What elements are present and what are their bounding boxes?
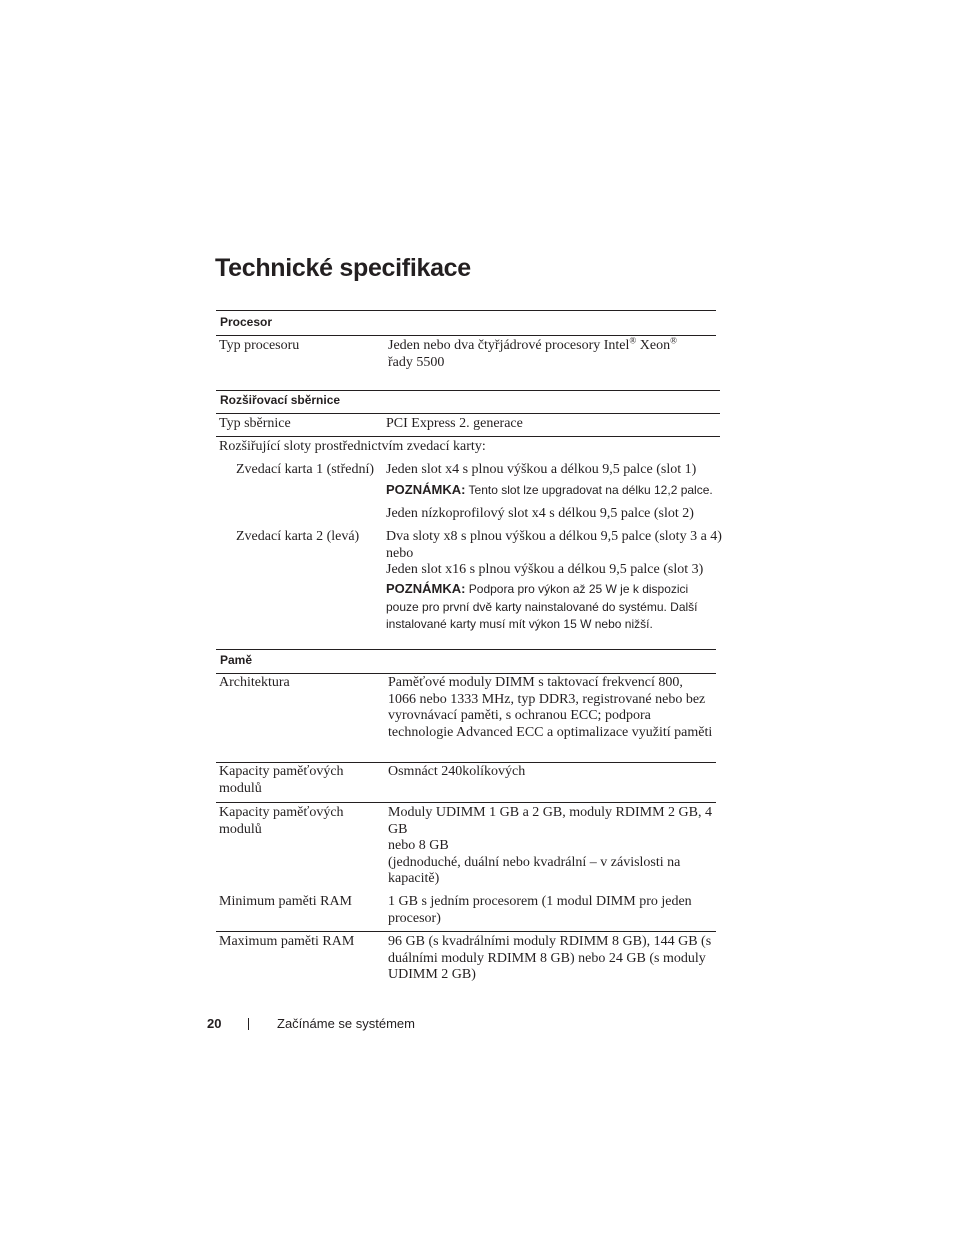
table-rule — [216, 413, 720, 414]
table-rule — [216, 649, 716, 650]
riser2-line3: Jeden slot x16 s plnou výškou a délkou 9,5 palce (slot 3) — [386, 562, 704, 577]
riser2-line2: nebo — [386, 545, 414, 561]
riser2-note — [386, 580, 720, 634]
registered-mark: ® — [670, 335, 677, 346]
table-rule — [216, 673, 716, 674]
riser2-note-text: Podpora pro výkon až 25 W je k dispozici pouze pro první dvě karty nainstalované do systému. Další instalované karty musí mít výkon 15 W nebo nižší. — [386, 582, 698, 631]
section-header-memory: Pamě — [220, 653, 253, 667]
memory-row-label: Kapacity paměťových modulů — [219, 764, 344, 796]
processor-type-text-b: Xeon — [636, 338, 671, 353]
riser2-label: Zvedací karta 2 (levá) — [236, 529, 360, 544]
processor-type-label: Typ procesoru — [219, 338, 300, 353]
page-title: Technické specifikace — [215, 254, 471, 282]
bus-type-label: Typ sběrnice — [219, 416, 291, 431]
table-rule — [216, 931, 716, 932]
riser1-label: Zvedací karta 1 (střední) — [236, 462, 374, 477]
memory-row-label: Kapacity paměťových modulů — [219, 805, 344, 837]
memory-row-value: Paměťové moduly DIMM s taktovací frekvencí 800, 1066 nebo 1333 MHz, typ DDR3, registrované nebo bez vyrovnávací paměti, s ochranou ECC; podpora technologie Advanced ECC a optimalizace využití paměti — [388, 675, 713, 740]
page-number: 20 — [207, 1016, 222, 1031]
slots-intro: Rozšiřující sloty prostřednictvím zvedací karty: — [219, 439, 486, 454]
table-rule — [216, 802, 716, 803]
table-rule — [216, 390, 720, 391]
table-rule — [216, 310, 716, 311]
memory-value-line: Moduly UDIMM 1 GB a 2 GB, moduly RDIMM 2 GB, 4 GB — [388, 805, 712, 837]
memory-value-line: (jednoduché, duální nebo kvadrální – v závislosti na kapacitě) — [388, 854, 681, 886]
chapter-title: Začínáme se systémem — [277, 1016, 415, 1031]
memory-value-line: nebo 8 GB — [388, 838, 449, 853]
table-rule — [216, 762, 716, 763]
processor-type-value — [388, 335, 713, 371]
riser1-slot2: Jeden nízkoprofilový slot x4 s délkou 9,5 palce (slot 2) — [386, 506, 694, 521]
riser2-slots — [386, 529, 720, 579]
note-label: POZNÁMKA: — [386, 581, 466, 596]
memory-row-label: Architektura — [219, 675, 290, 690]
memory-row-value: 1 GB s jedním procesorem (1 modul DIMM pro jeden procesor) — [388, 894, 692, 926]
section-header-expansion: Rozšiřovací sběrnice — [220, 393, 341, 407]
registered-mark: ® — [629, 335, 637, 346]
table-rule — [216, 436, 720, 437]
riser1-slot1: Jeden slot x4 s plnou výškou a délkou 9,5 palce (slot 1) — [386, 462, 697, 477]
bus-type-value: PCI Express 2. generace — [386, 416, 523, 431]
note-label: POZNÁMKA: — [386, 482, 466, 497]
memory-row-label: Maximum paměti RAM — [219, 934, 355, 949]
riser1-note — [386, 481, 720, 500]
table-rule — [216, 335, 716, 336]
memory-row-value: Osmnáct 240kolíkových — [388, 764, 526, 779]
section-header-processor: Procesor — [220, 315, 273, 329]
footer-separator — [248, 1018, 249, 1030]
riser2-line1: Dva sloty x8 s plnou výškou a délkou 9,5 palce (sloty 3 a 4) — [386, 529, 722, 544]
memory-row-label: Minimum paměti RAM — [219, 894, 352, 909]
memory-row-value — [388, 805, 714, 888]
processor-type-text-c: řady 5500 — [388, 354, 445, 370]
processor-type-text-a: Jeden nebo dva čtyřjádrové procesory Intel — [388, 338, 630, 353]
riser1-note-text: Tento slot lze upgradovat na délku 12,2 palce. — [465, 483, 713, 497]
memory-row-value: 96 GB (s kvadrálními moduly RDIMM 8 GB), 144 GB (s duálními moduly RDIMM 8 GB) nebo 24 GB (s moduly UDIMM 2 GB) — [388, 934, 712, 982]
